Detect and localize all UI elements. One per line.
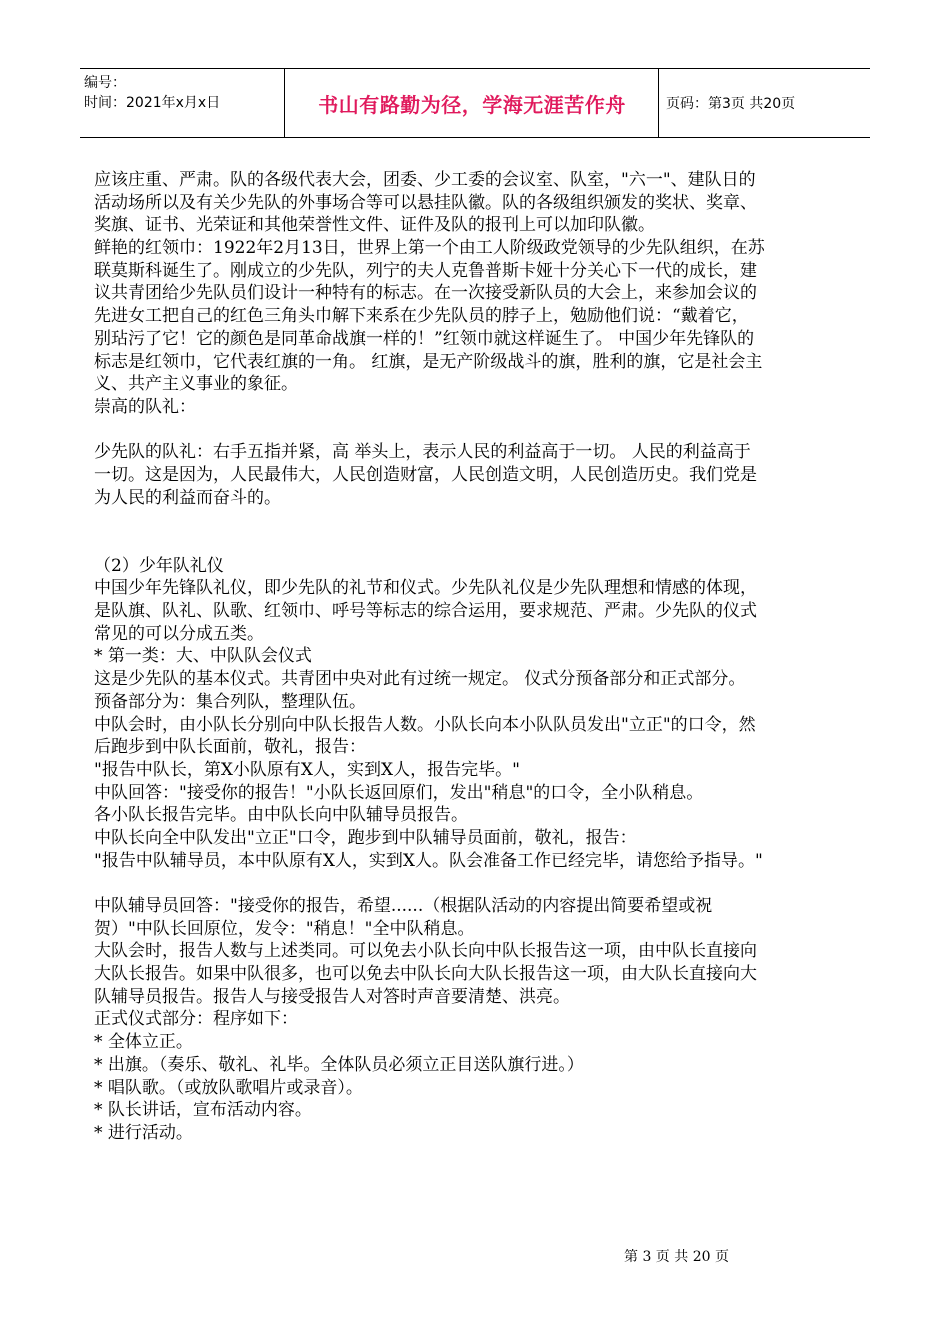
text-line: 这是少先队的基本仪式。共青团中央对此有过统一规定。 仪式分预备部分和正式部分。: [94, 669, 746, 690]
text-line: "报告中队辅导员，本中队原有X人，实到X人。队会准备工作已经完毕，请您给予指导。": [94, 850, 763, 871]
text-line: 鲜艳的红领巾：1922年2月13日，世界上第一个由工人阶级政党领导的少先队组织，在苏: [94, 238, 765, 259]
header-divider: [658, 69, 659, 137]
text-line: 义、共产主义事业的象征。: [94, 374, 298, 395]
text-line: 崇高的队礼：: [94, 396, 196, 417]
text-line: 先进女工把自己的红色三角头巾解下来系在少先队员的脖子上，勉励他们说：“戴着它，: [94, 306, 749, 327]
text-line: 队辅导员报告。报告人与接受报告人对答时声音要清楚、洪亮。: [94, 986, 570, 1007]
text-line: 常见的可以分成五类。: [94, 623, 264, 644]
blank-line: [94, 872, 864, 895]
text-line: * 第一类：大、中队队会仪式: [94, 646, 312, 667]
document-number-label: 编号：: [84, 75, 126, 91]
text-line: 后跑步到中队长面前，敬礼，报告：: [94, 737, 366, 758]
text-line: 大队会时，报告人数与上述类同。可以免去小队长向中队长报告这一项，由中队长直接向: [94, 941, 757, 962]
blank-line: [94, 419, 864, 442]
text-line: 联莫斯科诞生了。刚成立的少先队，列宁的夫人克鲁普斯卡娅十分关心下一代的成长，建: [94, 260, 757, 281]
page-footer: 第 3 页 共 20 页: [624, 1249, 729, 1265]
text-line: 别玷污了它！它的颜色是同革命战旗一样的！”红领巾就这样诞生了。 中国少年先锋队的: [94, 328, 755, 349]
header-motto: 书山有路勤为径，学海无涯苦作舟: [318, 92, 626, 117]
text-line: * 唱队歌。（或放队歌唱片或录音）。: [94, 1077, 363, 1098]
document-body: [94, 169, 864, 1145]
text-line: * 全体立正。: [94, 1032, 193, 1053]
blank-line: [94, 509, 864, 532]
text-line: * 进行活动。: [94, 1122, 193, 1143]
text-line: 预备部分为：集合列队，整理队伍。: [94, 691, 366, 712]
text-line: 少先队的队礼：右手五指并紧，高 举头上，表示人民的利益高于一切。 人民的利益高于: [94, 442, 751, 463]
text-line: 为人民的利益而奋斗的。: [94, 487, 281, 508]
text-line: 中队回答："接受你的报告！"小队长返回原们，发出"稍息"的口令，全小队稍息。: [94, 782, 704, 803]
header-divider: [284, 69, 285, 137]
page-header: [80, 68, 870, 138]
text-line: 奖旗、证书、光荣证和其他荣誉性文件、证件及队的报刊上可以加印队徽。: [94, 215, 655, 236]
text-line: 中队长向全中队发出"立正"口令，跑步到中队辅导员面前，敬礼，报告：: [94, 827, 637, 848]
text-line: 是队旗、队礼、队歌、红领巾、呼号等标志的综合运用，要求规范、严肃。少先队的仪式: [94, 601, 757, 622]
blank-line: [94, 532, 864, 555]
text-line: （2）少年队礼仪: [94, 555, 224, 576]
text-line: 中队会时，由小队长分别向中队长报告人数。小队长向本小队队员发出"立正"的口令，然: [94, 714, 756, 735]
text-line: "报告中队长，第X小队原有X人，实到X人，报告完毕。": [94, 759, 520, 780]
text-line: 应该庄重、严肃。队的各级代表大会，团委、少工委的会议室、队室，"六一"、建队日的: [94, 170, 756, 190]
text-line: 贺）"中队长回原位，发令："稍息！"全中队稍息。: [94, 918, 475, 939]
text-line: 活动场所以及有关少先队的外事场合等可以悬挂队徽。队的各级组织颁发的奖状、奖章、: [94, 192, 757, 213]
text-line: 标志是红领巾，它代表红旗的一角。 红旗，是无产阶级战斗的旗，胜利的旗，它是社会主: [94, 351, 763, 372]
text-line: 议共青团给少先队员们设计一种特有的标志。在一次接受新队员的大会上，来参加会议的: [94, 283, 757, 304]
text-line: 大队长报告。如果中队很多，也可以免去中队长向大队长报告这一项，由大队长直接向大: [94, 964, 757, 985]
text-line: 中国少年先锋队礼仪，即少先队的礼节和仪式。少先队礼仪是少先队理想和情感的体现，: [94, 578, 757, 599]
text-line: 一切。这是因为，人民最伟大，人民创造财富，人民创造文明，人民创造历史。我们党是: [94, 464, 757, 485]
text-line: * 出旗。（奏乐、敬礼、礼毕。全体队员必须立正目送队旗行进。）: [94, 1054, 584, 1075]
header-page-info: 页码：第3页 共20页: [666, 96, 796, 112]
text-line: 中队辅导员回答："接受你的报告，希望......（根据队活动的内容提出简要希望或祝: [94, 896, 713, 916]
text-line: 正式仪式部分：程序如下：: [94, 1009, 298, 1030]
text-line: * 队长讲话，宣布活动内容。: [94, 1100, 312, 1121]
header-meta: [84, 73, 284, 113]
text-line: 各小队长报告完毕。由中队长向中队辅导员报告。: [94, 805, 468, 826]
document-time-label: 时间：2021年x月x日: [84, 95, 221, 111]
